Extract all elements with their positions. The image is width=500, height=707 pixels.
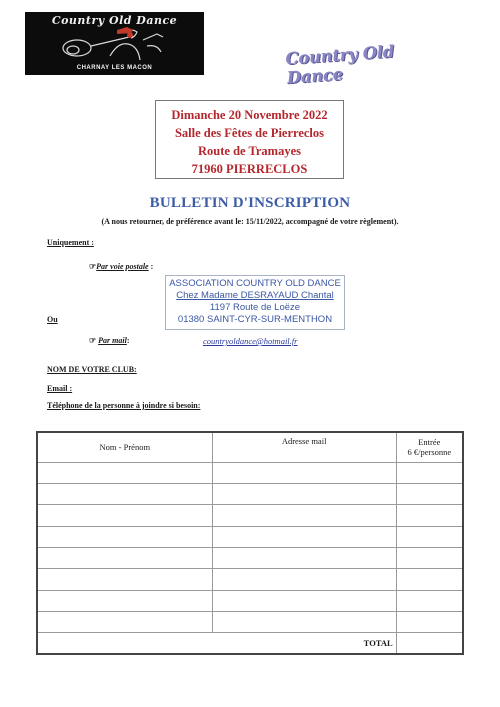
col-name-header: Nom - Prénom	[37, 432, 212, 462]
total-label: TOTAL	[37, 633, 396, 654]
address-line: 1197 Route de Loëze	[209, 302, 301, 313]
ou-label: Ou	[47, 315, 58, 324]
mail-cell[interactable]	[212, 590, 396, 611]
table-row	[37, 590, 463, 611]
table-header-row	[37, 432, 463, 462]
col-entry-header-line2: 6 €/personne	[407, 447, 452, 458]
page-subtitle: (A nous retourner, de préférence avant le: 15/11/2022, accompagné de votre règlement).	[101, 217, 399, 226]
logo-wordmark: Country Old Dance	[284, 41, 395, 88]
address-line: Chez Madame DESRAYAUD Chantal	[176, 290, 334, 301]
contact-email-link[interactable]: countryoldance@hotmail.fr	[203, 336, 298, 346]
event-street: Route de Tramayes	[198, 144, 301, 158]
mail-cell[interactable]	[212, 484, 396, 505]
club-logo-right	[280, 36, 440, 88]
uniquement-label: Uniquement :	[47, 238, 94, 247]
col-mail-header: Adresse mail	[212, 432, 396, 462]
name-cell[interactable]	[37, 590, 212, 611]
entry-cell[interactable]	[396, 590, 463, 611]
col-entry-header-line1: Entrée	[418, 437, 441, 448]
mail-cell[interactable]	[212, 548, 396, 569]
pointing-hand-icon: ☞	[89, 262, 97, 271]
address-line: ASSOCIATION COUNTRY OLD DANCE	[169, 278, 341, 289]
mail-option	[89, 336, 130, 345]
page-title: BULLETIN D'INSCRIPTION	[149, 195, 351, 211]
phone-label: Téléphone de la personne à joindre si besoin:	[47, 401, 201, 410]
table-row	[37, 569, 463, 590]
mail-label: Par mail	[98, 336, 127, 345]
mail-cell[interactable]	[212, 505, 396, 526]
event-city: 71960 PIERRECLOS	[191, 162, 308, 176]
entry-cell[interactable]	[396, 462, 463, 483]
dancers-guitar-icon	[55, 26, 175, 64]
table-row	[37, 505, 463, 526]
name-cell[interactable]	[37, 462, 212, 483]
total-value-cell[interactable]	[396, 633, 463, 654]
table-row	[37, 548, 463, 569]
pointing-hand-icon: ☞	[89, 336, 97, 345]
table-row	[37, 462, 463, 483]
table-row	[37, 484, 463, 505]
name-cell[interactable]	[37, 484, 212, 505]
logo-script-text: Country Old Dance	[51, 14, 178, 27]
mail-cell[interactable]	[212, 611, 396, 632]
registration-table	[36, 431, 464, 655]
mail-suffix: :	[126, 336, 130, 345]
event-info-box	[155, 100, 344, 179]
name-cell[interactable]	[37, 569, 212, 590]
entry-cell[interactable]	[396, 569, 463, 590]
name-cell[interactable]	[37, 548, 212, 569]
name-cell[interactable]	[37, 505, 212, 526]
name-cell[interactable]	[37, 611, 212, 632]
postal-address-box	[165, 275, 345, 330]
club-logo-left	[25, 12, 204, 75]
event-date: Dimanche 20 Novembre 2022	[171, 108, 328, 122]
club-name-label: NOM DE VOTRE CLUB:	[47, 365, 137, 374]
entry-cell[interactable]	[396, 484, 463, 505]
entry-cell[interactable]	[396, 548, 463, 569]
logo-town-text: CHARNAY LES MACON	[76, 65, 153, 71]
table-row	[37, 526, 463, 547]
mail-cell[interactable]	[212, 569, 396, 590]
postal-label: Par voie postale	[96, 262, 149, 271]
mail-cell[interactable]	[212, 462, 396, 483]
postal-suffix: :	[148, 262, 154, 271]
entry-cell[interactable]	[396, 526, 463, 547]
email-label: Email :	[47, 384, 73, 393]
address-line: 01380 SAINT-CYR-SUR-MENTHON	[177, 314, 333, 325]
table-row	[37, 611, 463, 632]
event-venue: Salle des Fêtes de Pierreclos	[174, 126, 325, 140]
mail-cell[interactable]	[212, 526, 396, 547]
table-total-row	[37, 633, 463, 654]
col-entry-header	[396, 432, 463, 462]
entry-cell[interactable]	[396, 505, 463, 526]
entry-cell[interactable]	[396, 611, 463, 632]
postal-option	[89, 262, 153, 271]
name-cell[interactable]	[37, 526, 212, 547]
